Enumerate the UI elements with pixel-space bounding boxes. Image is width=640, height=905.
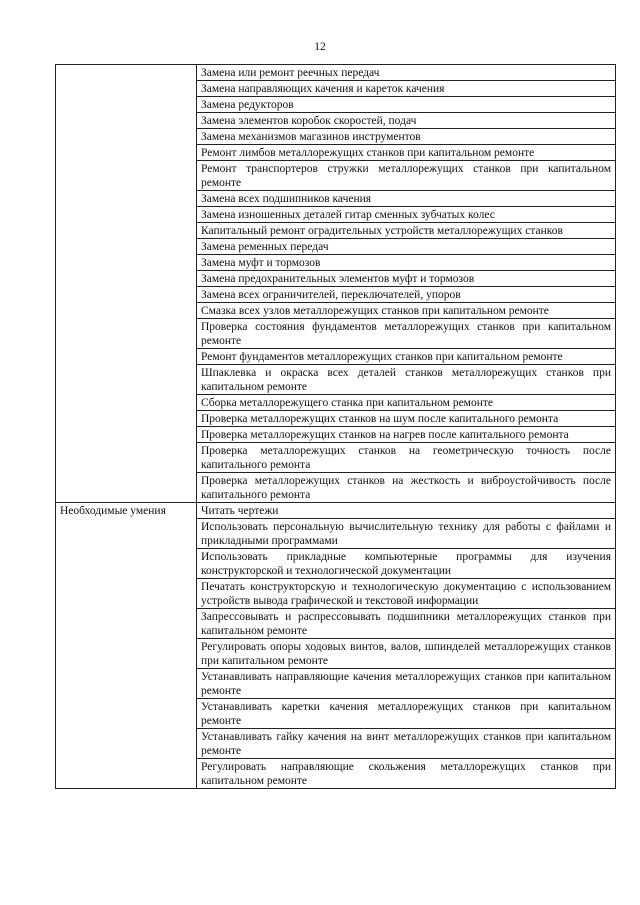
table-cell-text: Замена редукторов <box>201 99 294 111</box>
table-cell-text: Замена всех подшипников качения <box>201 193 372 205</box>
table-cell <box>197 729 616 759</box>
table-cell <box>197 349 616 365</box>
table-body <box>56 65 616 789</box>
table-cell <box>197 365 616 395</box>
table-cell-text: Замена ременных передач <box>201 241 329 253</box>
table-cell <box>197 81 616 97</box>
table-cell <box>197 113 616 129</box>
table-cell <box>197 223 616 239</box>
table-cell-text: Использовать персональную вычислительную технику для работы с файлами и прикладными программами <box>201 521 611 547</box>
table-cell-text: Устанавливать направляющие качения металлорежущих станков при капитальном ремонте <box>201 671 611 697</box>
table-cell <box>197 443 616 473</box>
table-cell <box>197 699 616 729</box>
table-cell-text: Замена или ремонт реечных передач <box>201 67 380 79</box>
table-cell <box>197 191 616 207</box>
table-cell-text: Замена всех ограничителей, переключателей, упоров <box>201 289 461 301</box>
section-label-cell-skills: Необходимые умения <box>56 503 197 789</box>
table-cell <box>197 395 616 411</box>
table-cell <box>197 579 616 609</box>
table-cell-text: Устанавливать гайку качения на винт металлорежущих станков при капитальном ремонте <box>201 731 611 757</box>
table-cell-text: Сборка металлорежущего станка при капитальном ремонте <box>201 397 493 409</box>
table-cell <box>197 609 616 639</box>
table-cell-text: Ремонт фундаментов металлорежущих станков при капитальном ремонте <box>201 351 563 363</box>
table-cell-text: Замена механизмов магазинов инструментов <box>201 131 421 143</box>
table-cell <box>197 303 616 319</box>
table-cell <box>197 207 616 223</box>
table-cell-text: Читать чертежи <box>201 505 279 517</box>
table-cell-text: Проверка состояния фундаментов металлорежущих станков при капитальном ремонте <box>201 321 611 347</box>
requirements-table <box>55 64 616 789</box>
table-cell-text: Ремонт транспортеров стружки металлорежущих станков при капитальном ремонте <box>201 163 611 189</box>
table-cell-text: Замена изношенных деталей гитар сменных зубчатых колес <box>201 209 495 221</box>
table-cell-text: Проверка металлорежущих станков на шум после капитального ремонта <box>201 413 559 425</box>
table-cell <box>197 759 616 789</box>
table-cell-text: Замена элементов коробок скоростей, подач <box>201 115 417 127</box>
table-cell-text: Регулировать направляющие скольжения металлорежущих станков при капитальном ремонте <box>201 761 611 787</box>
table-cell <box>197 503 616 519</box>
table-cell <box>197 473 616 503</box>
table-cell-text: Капитальный ремонт оградительных устройств металлорежущих станков <box>201 225 563 237</box>
table-cell <box>197 97 616 113</box>
table-cell <box>197 549 616 579</box>
table-cell <box>197 319 616 349</box>
table-cell-text: Устанавливать каретки качения металлорежущих станков при капитальном ремонте <box>201 701 611 727</box>
table-cell-text: Замена муфт и тормозов <box>201 257 321 269</box>
table-cell-text: Замена направляющих качения и кареток качения <box>201 83 445 95</box>
table-row <box>56 503 616 519</box>
table-cell-text: Шпаклевка и окраска всех деталей станков металлорежущих станков при капитальном ремонте <box>201 367 611 393</box>
table-cell-text: Проверка металлорежущих станков на геометрическую точность после капитального ремонта <box>201 445 611 471</box>
table-cell-text: Проверка металлорежущих станков на жесткость и виброустойчивость после капитального ремонта <box>201 475 611 501</box>
table-cell <box>197 287 616 303</box>
table-cell <box>197 669 616 699</box>
table-cell <box>197 411 616 427</box>
table-cell-text: Регулировать опоры ходовых винтов, валов, шпинделей металлорежущих станков при капитальном ремонте <box>201 641 611 667</box>
table-cell <box>197 129 616 145</box>
table-cell-text: Проверка металлорежущих станков на нагрев после капитального ремонта <box>201 429 569 441</box>
table-cell <box>197 427 616 443</box>
table-cell-text: Использовать прикладные компьютерные программы для изучения конструкторской и технологической документации <box>201 551 611 577</box>
table-cell <box>197 271 616 287</box>
table-cell-text: Запрессовывать и распрессовывать подшипники металлорежущих станков при капитальном ремонте <box>201 611 611 637</box>
table-cell <box>197 161 616 191</box>
table-cell-text: Ремонт лимбов металлорежущих станков при капитальном ремонте <box>201 147 535 159</box>
table-row <box>56 65 616 81</box>
table-cell-text: Печатать конструкторскую и технологическую документацию с использованием устройств вывода графической и текстовой информации <box>201 581 611 607</box>
page-number: 12 <box>314 41 326 53</box>
table-cell <box>197 65 616 81</box>
table-cell <box>197 255 616 271</box>
table-cell <box>197 639 616 669</box>
section-label-cell-continued <box>56 65 197 503</box>
table-cell <box>197 239 616 255</box>
table-cell <box>197 145 616 161</box>
table-cell <box>197 519 616 549</box>
table-cell-text: Смазка всех узлов металлорежущих станков при капитальном ремонте <box>201 305 549 317</box>
table-cell-text: Замена предохранительных элементов муфт и тормозов <box>201 273 475 285</box>
